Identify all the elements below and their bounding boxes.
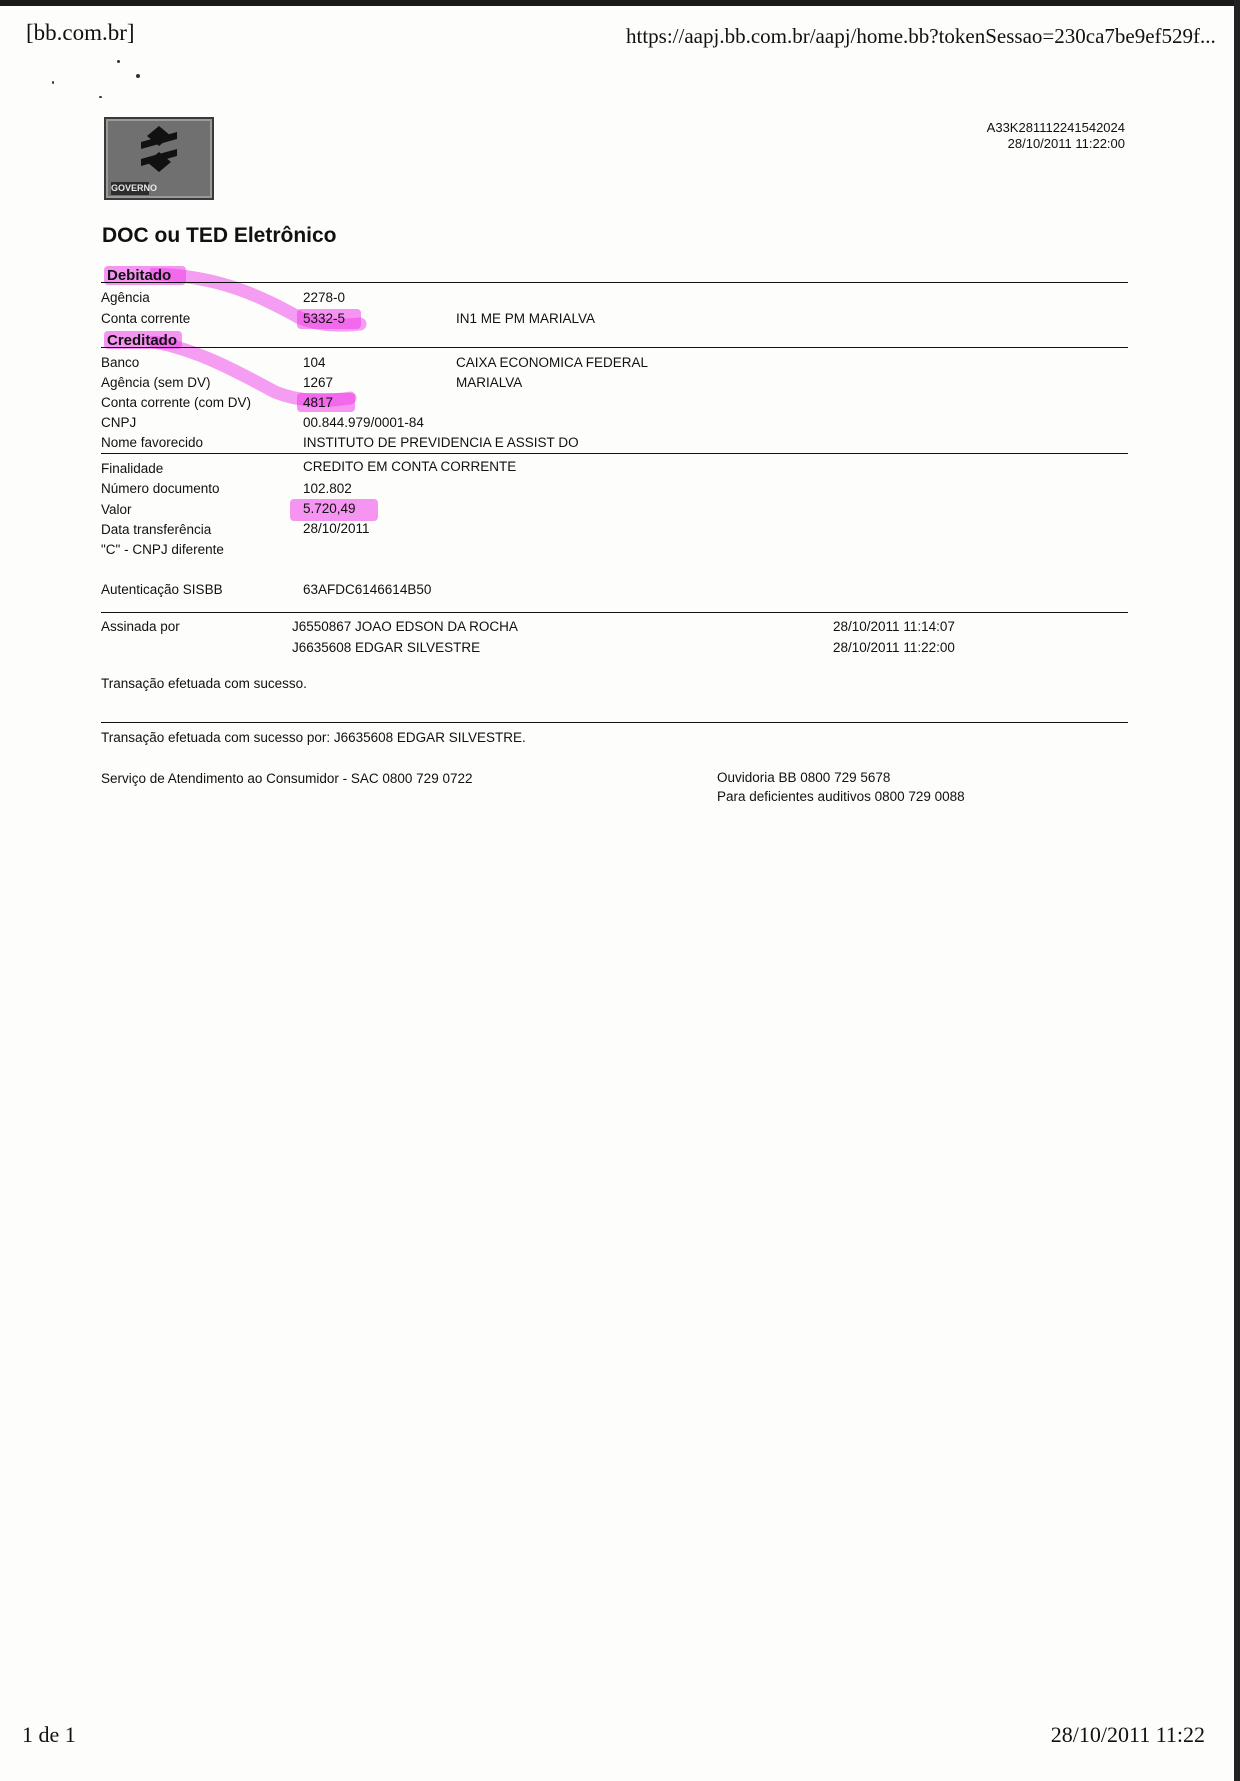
scan-edge-right <box>1234 0 1240 1781</box>
field-extra: CAIXA ECONOMICA FEDERAL <box>456 355 649 370</box>
field-value: 104 <box>303 355 326 370</box>
field-label: Conta corrente (com DV) <box>101 395 252 410</box>
field-value: 2278-0 <box>303 290 346 305</box>
field-label: Nome favorecido <box>101 435 204 450</box>
section-debitado-heading: Debitado <box>107 267 172 284</box>
reference-datetime: 28/10/2011 11:22:00 <box>1007 136 1125 151</box>
field-value: INSTITUTO DE PREVIDENCIA E ASSIST DO <box>303 435 579 450</box>
field-value: 00.844.979/0001-84 <box>303 415 424 430</box>
field-label: Agência (sem DV) <box>101 375 211 390</box>
ombudsman-contacts <box>717 768 965 806</box>
hearing-impaired-contact: Para deficientes auditivos 0800 729 0088 <box>717 789 965 804</box>
field-value: 28/10/2011 <box>303 521 370 536</box>
field-value: 4817 <box>303 395 334 410</box>
scan-speck <box>52 81 54 84</box>
signer-name: J6635608 EDGAR SILVESTRE <box>292 640 481 655</box>
section-rule <box>101 453 1128 454</box>
field-value: 1267 <box>303 375 334 390</box>
scan-speck <box>99 96 102 98</box>
print-header-site: [bb.com.br] <box>26 20 135 45</box>
field-label: Valor <box>101 502 132 517</box>
field-value: 102.802 <box>303 481 352 496</box>
field-label: Data transferência <box>101 522 212 537</box>
print-footer-datetime: 28/10/2011 11:22 <box>1050 1722 1205 1747</box>
signer-name: J6550867 JOAO EDSON DA ROCHA <box>292 619 518 634</box>
signatures-label: Assinada por <box>101 619 180 634</box>
banco-do-brasil-logo-icon <box>137 124 181 174</box>
section-rule <box>101 612 1128 613</box>
status-message: Transação efetuada com sucesso. <box>101 676 307 691</box>
field-label: CNPJ <box>101 415 137 430</box>
section-creditado-heading: Creditado <box>107 332 178 349</box>
scan-speck <box>117 60 120 63</box>
signature-datetime: 28/10/2011 11:22:00 <box>833 640 955 655</box>
document-reference <box>987 120 1125 152</box>
ouvidoria-contact: Ouvidoria BB 0800 729 5678 <box>717 770 891 785</box>
reference-code: A33K281112241542024 <box>986 120 1125 135</box>
field-value: CREDITO EM CONTA CORRENTE <box>303 459 517 474</box>
field-value: 5.720,49 <box>303 501 356 516</box>
section-rule <box>101 282 1128 283</box>
logo-caption: GOVERNO <box>111 183 158 193</box>
field-label: Banco <box>101 355 140 370</box>
print-header-url: https://aapj.bb.com.br/aapj/home.bb?tokenSessao=230ca7be9ef529f... <box>626 24 1216 48</box>
sac-contact: Serviço de Atendimento ao Consumidor - SAC 0800 729 0722 <box>101 771 473 786</box>
field-label: Número documento <box>101 481 220 496</box>
scan-speck <box>136 74 140 78</box>
field-label: Agência <box>101 290 150 305</box>
print-footer-page-count: 1 de 1 <box>22 1722 76 1747</box>
bank-logo <box>104 117 214 200</box>
final-status-message: Transação efetuada com sucesso por: J6635608 EDGAR SILVESTRE. <box>101 730 526 745</box>
page-title: DOC ou TED Eletrônico <box>102 224 337 247</box>
signature-datetime: 28/10/2011 11:14:07 <box>833 619 955 634</box>
field-extra: MARIALVA <box>456 375 523 390</box>
field-value: 5332-5 <box>303 311 346 326</box>
field-label: Finalidade <box>101 461 164 476</box>
field-extra: IN1 ME PM MARIALVA <box>456 311 596 326</box>
auth-label: Autenticação SISBB <box>101 582 223 597</box>
scan-edge-top <box>0 0 1240 6</box>
auth-value: 63AFDC6146614B50 <box>303 582 432 597</box>
section-rule <box>101 722 1128 723</box>
field-label: "C" - CNPJ diferente <box>101 542 224 557</box>
section-rule <box>101 347 1128 348</box>
field-label: Conta corrente <box>101 311 191 326</box>
